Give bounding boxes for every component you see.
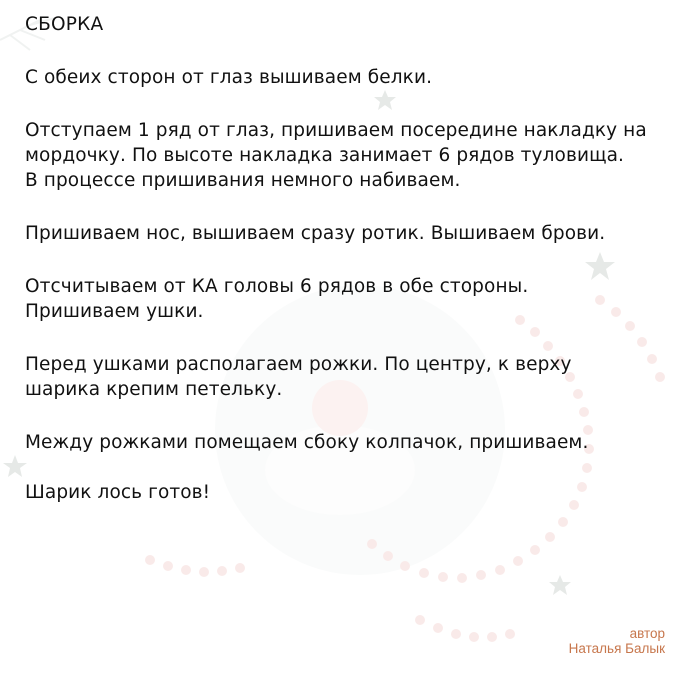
author-credit [569, 626, 665, 656]
paragraph-line: мордочку. По высоте накладка занимает 6 рядов туловища. [25, 145, 625, 166]
paragraph-done [25, 480, 210, 505]
paragraph-line: Шарик лось готов! [25, 482, 211, 503]
paragraph-line: Отступаем 1 ряд от глаз, пришиваем посередине накладку на [25, 120, 647, 141]
paragraph-line: Пришиваем нос, вышиваем сразу ротик. Вышиваем брови. [25, 223, 606, 244]
document-body [25, 12, 665, 503]
paragraph-line: Перед ушками располагаем рожки. По центру, к верху [25, 354, 572, 375]
paragraph-line: С обеих сторон от глаз вышиваем белки. [25, 67, 433, 88]
paragraph-ears [25, 274, 528, 324]
page-title: СБОРКА [25, 14, 104, 35]
paragraph-muzzle [25, 118, 647, 193]
paragraph-eyes [25, 65, 432, 90]
paragraph-line: Отсчитываем от КА головы 6 рядов в обе стороны. [25, 276, 529, 297]
author-label: автор [629, 626, 665, 641]
paragraph-nose [25, 221, 605, 246]
paragraph-line: Пришиваем ушки. [25, 301, 204, 322]
paragraph-line: В процессе пришивания немного набиваем. [25, 170, 461, 191]
paragraph-horns [25, 352, 572, 402]
author-name: Наталья Балык [568, 641, 665, 656]
paragraph-line: шарика крепим петельку. [25, 379, 283, 400]
paragraph-line: Между рожками помещаем сбоку колпачок, пришиваем. [25, 432, 589, 453]
paragraph-cap [25, 430, 588, 455]
